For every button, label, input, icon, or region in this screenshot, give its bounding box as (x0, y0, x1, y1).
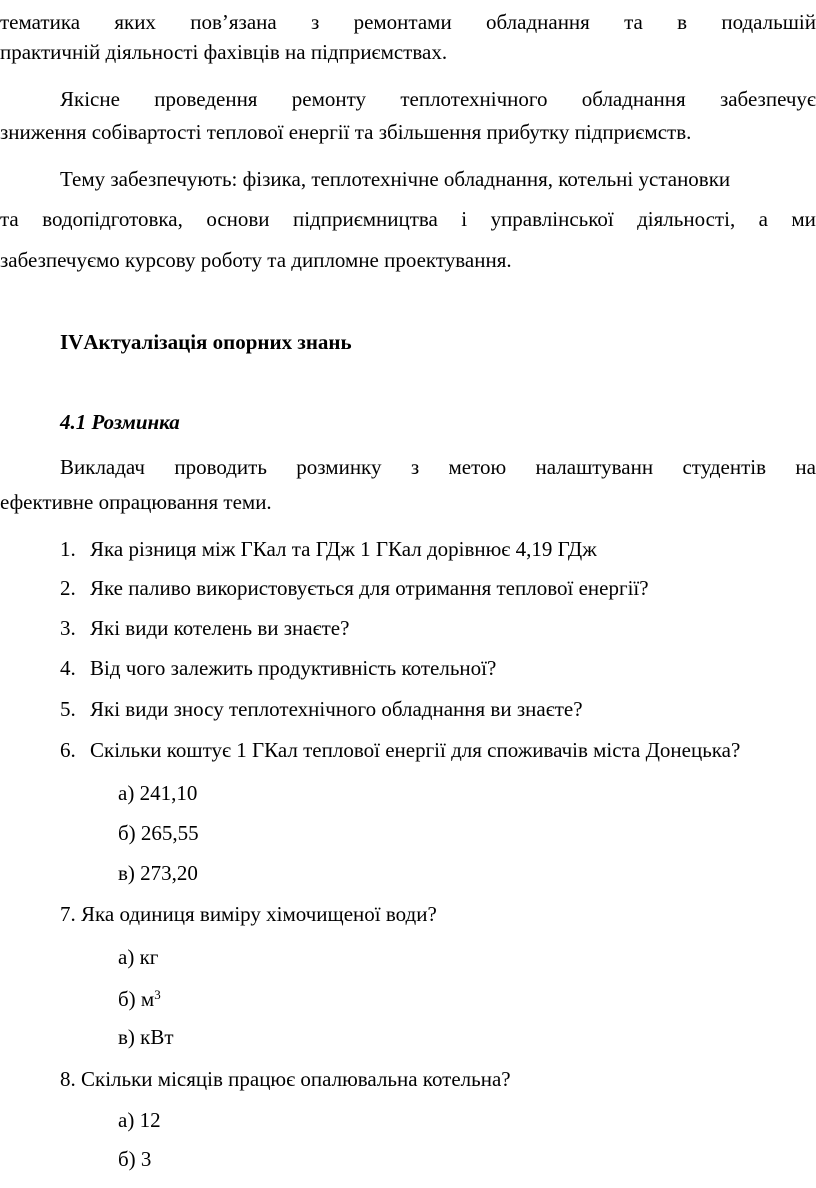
question-7: 7. Яка одиниця виміру хімочищеної води? (60, 902, 437, 926)
word: студентів (682, 455, 767, 479)
q7-option-a: а) кг (118, 945, 159, 969)
paragraph-1-line-2: практичній діяльності фахівців на підприємствах. (0, 40, 448, 64)
word: та (624, 10, 643, 34)
word: проведення (154, 87, 258, 111)
word: обладнання (581, 87, 686, 111)
word: розминку (296, 455, 382, 479)
question-text: Які види котелень ви знаєте? (90, 616, 350, 640)
word: яких (114, 10, 156, 34)
question-6 (60, 738, 816, 762)
q7-option-c: в) кВт (118, 1025, 174, 1049)
word: на (795, 455, 816, 479)
word: подальшій (721, 10, 816, 34)
word: водопідготовка, (42, 207, 183, 231)
question-8: 8. Скільки місяців працює опалювальна котельна? (60, 1067, 511, 1091)
q6-option-a: а) 241,10 (118, 781, 198, 805)
section-heading: IVАктуалізація опорних знань (60, 330, 352, 354)
intro-line-2: ефективне опрацювання теми. (0, 490, 272, 514)
q6-option-c: в) 273,20 (118, 861, 198, 885)
word: ремонтами (353, 10, 452, 34)
word: основи (206, 207, 270, 231)
question-1 (60, 537, 816, 561)
q7-option-b (118, 987, 816, 1011)
word: обладнання (485, 10, 590, 34)
word: ремонту (291, 87, 367, 111)
question-number: 4. (60, 656, 76, 680)
question-number: 6. (60, 738, 76, 762)
word: з (410, 455, 420, 479)
question-text: Яке паливо використовується для отримання теплової енергії? (90, 576, 649, 600)
question-text: Яка різниця між ГКал та ГДж 1 ГКал дорівнює 4,19 ГДж (90, 537, 597, 561)
question-text: Від чого залежить продуктивність котельної? (90, 656, 497, 680)
paragraph-1-line-1 (0, 10, 816, 34)
word: діяльності, (637, 207, 736, 231)
word: проводить (174, 455, 267, 479)
question-text: Які види зносу теплотехнічного обладнання ви знаєте? (90, 697, 583, 721)
word: з (310, 10, 320, 34)
paragraph-2-line-2: зниження собівартості теплової енергії та збільшення прибутку підприємств. (0, 120, 692, 144)
word: налаштуванн (535, 455, 654, 479)
paragraph-3-line-2 (0, 207, 816, 231)
paragraph-2-line-1 (60, 87, 816, 111)
question-3 (60, 616, 816, 640)
word: Якісне (60, 87, 120, 111)
paragraph-3-line-3: забезпечуємо курсову роботу та дипломне проектування. (0, 248, 512, 272)
q6-option-b: б) 265,55 (118, 821, 199, 845)
word: в (677, 10, 688, 34)
word: тематика (0, 10, 81, 34)
question-2 (60, 576, 816, 600)
question-number: 1. (60, 537, 76, 561)
question-number: 5. (60, 697, 76, 721)
q8-option-b: б) 3 (118, 1147, 152, 1171)
word: забезпечує (719, 87, 816, 111)
question-text: Скільки коштує 1 ГКал теплової енергії для споживачів міста Донецька? (90, 738, 741, 762)
paragraph-3-line-1: Тему забезпечують: фізика, теплотехнічне обладнання, котельні установки (60, 167, 731, 191)
q8-option-a: а) 12 (118, 1108, 161, 1132)
word: пов’язана (190, 10, 277, 34)
question-number: 3. (60, 616, 76, 640)
option-text: б) м (118, 987, 155, 1011)
question-5 (60, 697, 816, 721)
word: теплотехнічного (400, 87, 548, 111)
question-number: 2. (60, 576, 76, 600)
question-4 (60, 656, 816, 680)
word: метою (448, 455, 507, 479)
word: та (0, 207, 19, 231)
word: а (758, 207, 768, 231)
word: Викладач (60, 455, 145, 479)
subsection-heading: 4.1 Розминка (60, 410, 180, 434)
intro-line-1 (60, 455, 816, 479)
word: ми (791, 207, 816, 231)
word: підприємництва (292, 207, 438, 231)
word: і (461, 207, 468, 231)
word: управлінської (490, 207, 614, 231)
superscript: 3 (154, 987, 161, 1002)
